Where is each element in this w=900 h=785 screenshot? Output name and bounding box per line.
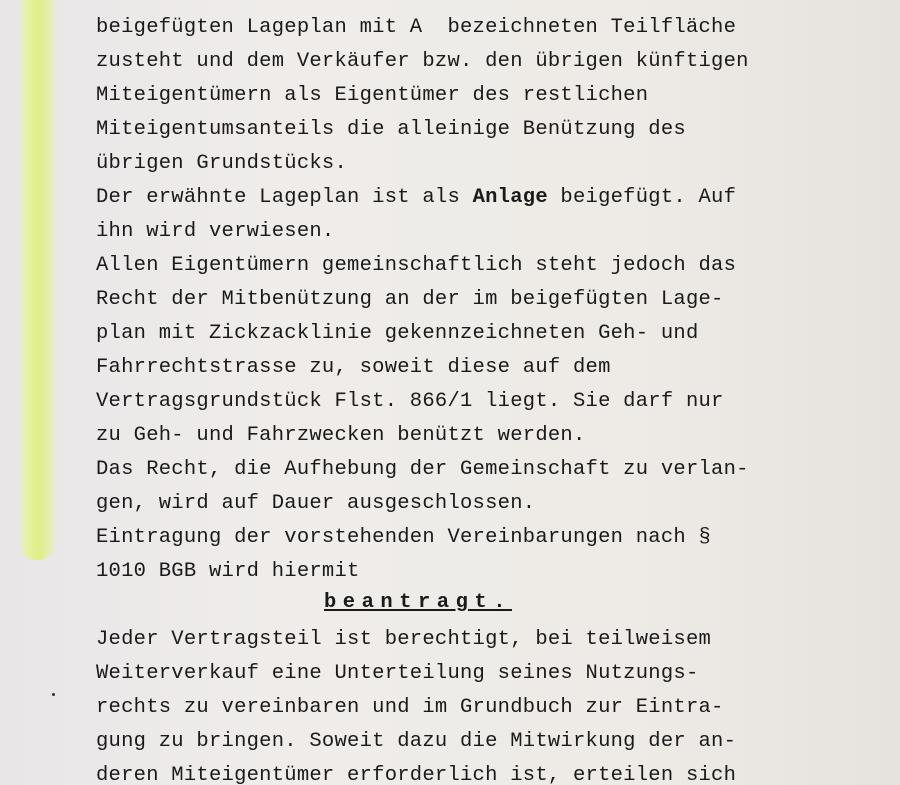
text-line: zu Geh- und Fahrzwecken benützt werden. [96, 424, 586, 447]
text-line: Recht der Mitbenützung an der im beigefügten Lage- [96, 288, 724, 311]
text-line: deren Miteigentümer erforderlich ist, erteilen sich [96, 764, 737, 785]
text-line: Miteigentumsanteils die alleinige Benützung des [96, 118, 686, 141]
text-line: Fahrrechtstrasse zu, soweit diese auf dem [96, 356, 611, 379]
text-line: Allen Eigentümern gemeinschaftlich steht jedoch das [96, 254, 737, 277]
text-line: Eintragung der vorstehenden Vereinbarungen nach § [96, 526, 712, 549]
beantragt-heading: beantragt. [324, 591, 513, 614]
paper-speck [52, 693, 55, 696]
text-line: übrigen Grundstücks. [96, 152, 348, 175]
text-line: gung zu bringen. Soweit dazu die Mitwirkung der an- [96, 730, 737, 753]
text-line: ihn wird verwiesen. [96, 220, 335, 243]
text-line: Miteigentümern als Eigentümer des restlichen [96, 84, 649, 107]
text-line: zusteht und dem Verkäufer bzw. den übrigen künftigen [96, 50, 749, 73]
text-line: Jeder Vertragsteil ist berechtigt, bei teilweisem [96, 628, 712, 651]
text-line: beigefügten Lageplan mit A bezeichneten Teilfläche [96, 16, 737, 39]
text-fragment: beigefügt. Auf [547, 186, 737, 209]
text-line: Vertragsgrundstück Flst. 866/1 liegt. Sie darf nur [96, 390, 724, 413]
text-line: rechts zu vereinbaren und im Grundbuch zur Eintra- [96, 696, 724, 719]
text-line [96, 188, 736, 209]
text-line: Das Recht, die Aufhebung der Gemeinschaft zu verlan- [96, 458, 749, 481]
text-line: plan mit Zickzacklinie gekennzeichneten Geh- und [96, 322, 699, 345]
text-line: gen, wird auf Dauer ausgeschlossen. [96, 492, 536, 515]
text-line: Weiterverkauf eine Unterteilung seines Nutzungs- [96, 662, 699, 685]
text-line: 1010 BGB wird hiermit [96, 560, 360, 583]
anlage-label: Anlage [472, 186, 548, 209]
highlighter-mark [18, 0, 56, 560]
text-fragment: Der erwähnte Lageplan ist als [96, 186, 473, 209]
